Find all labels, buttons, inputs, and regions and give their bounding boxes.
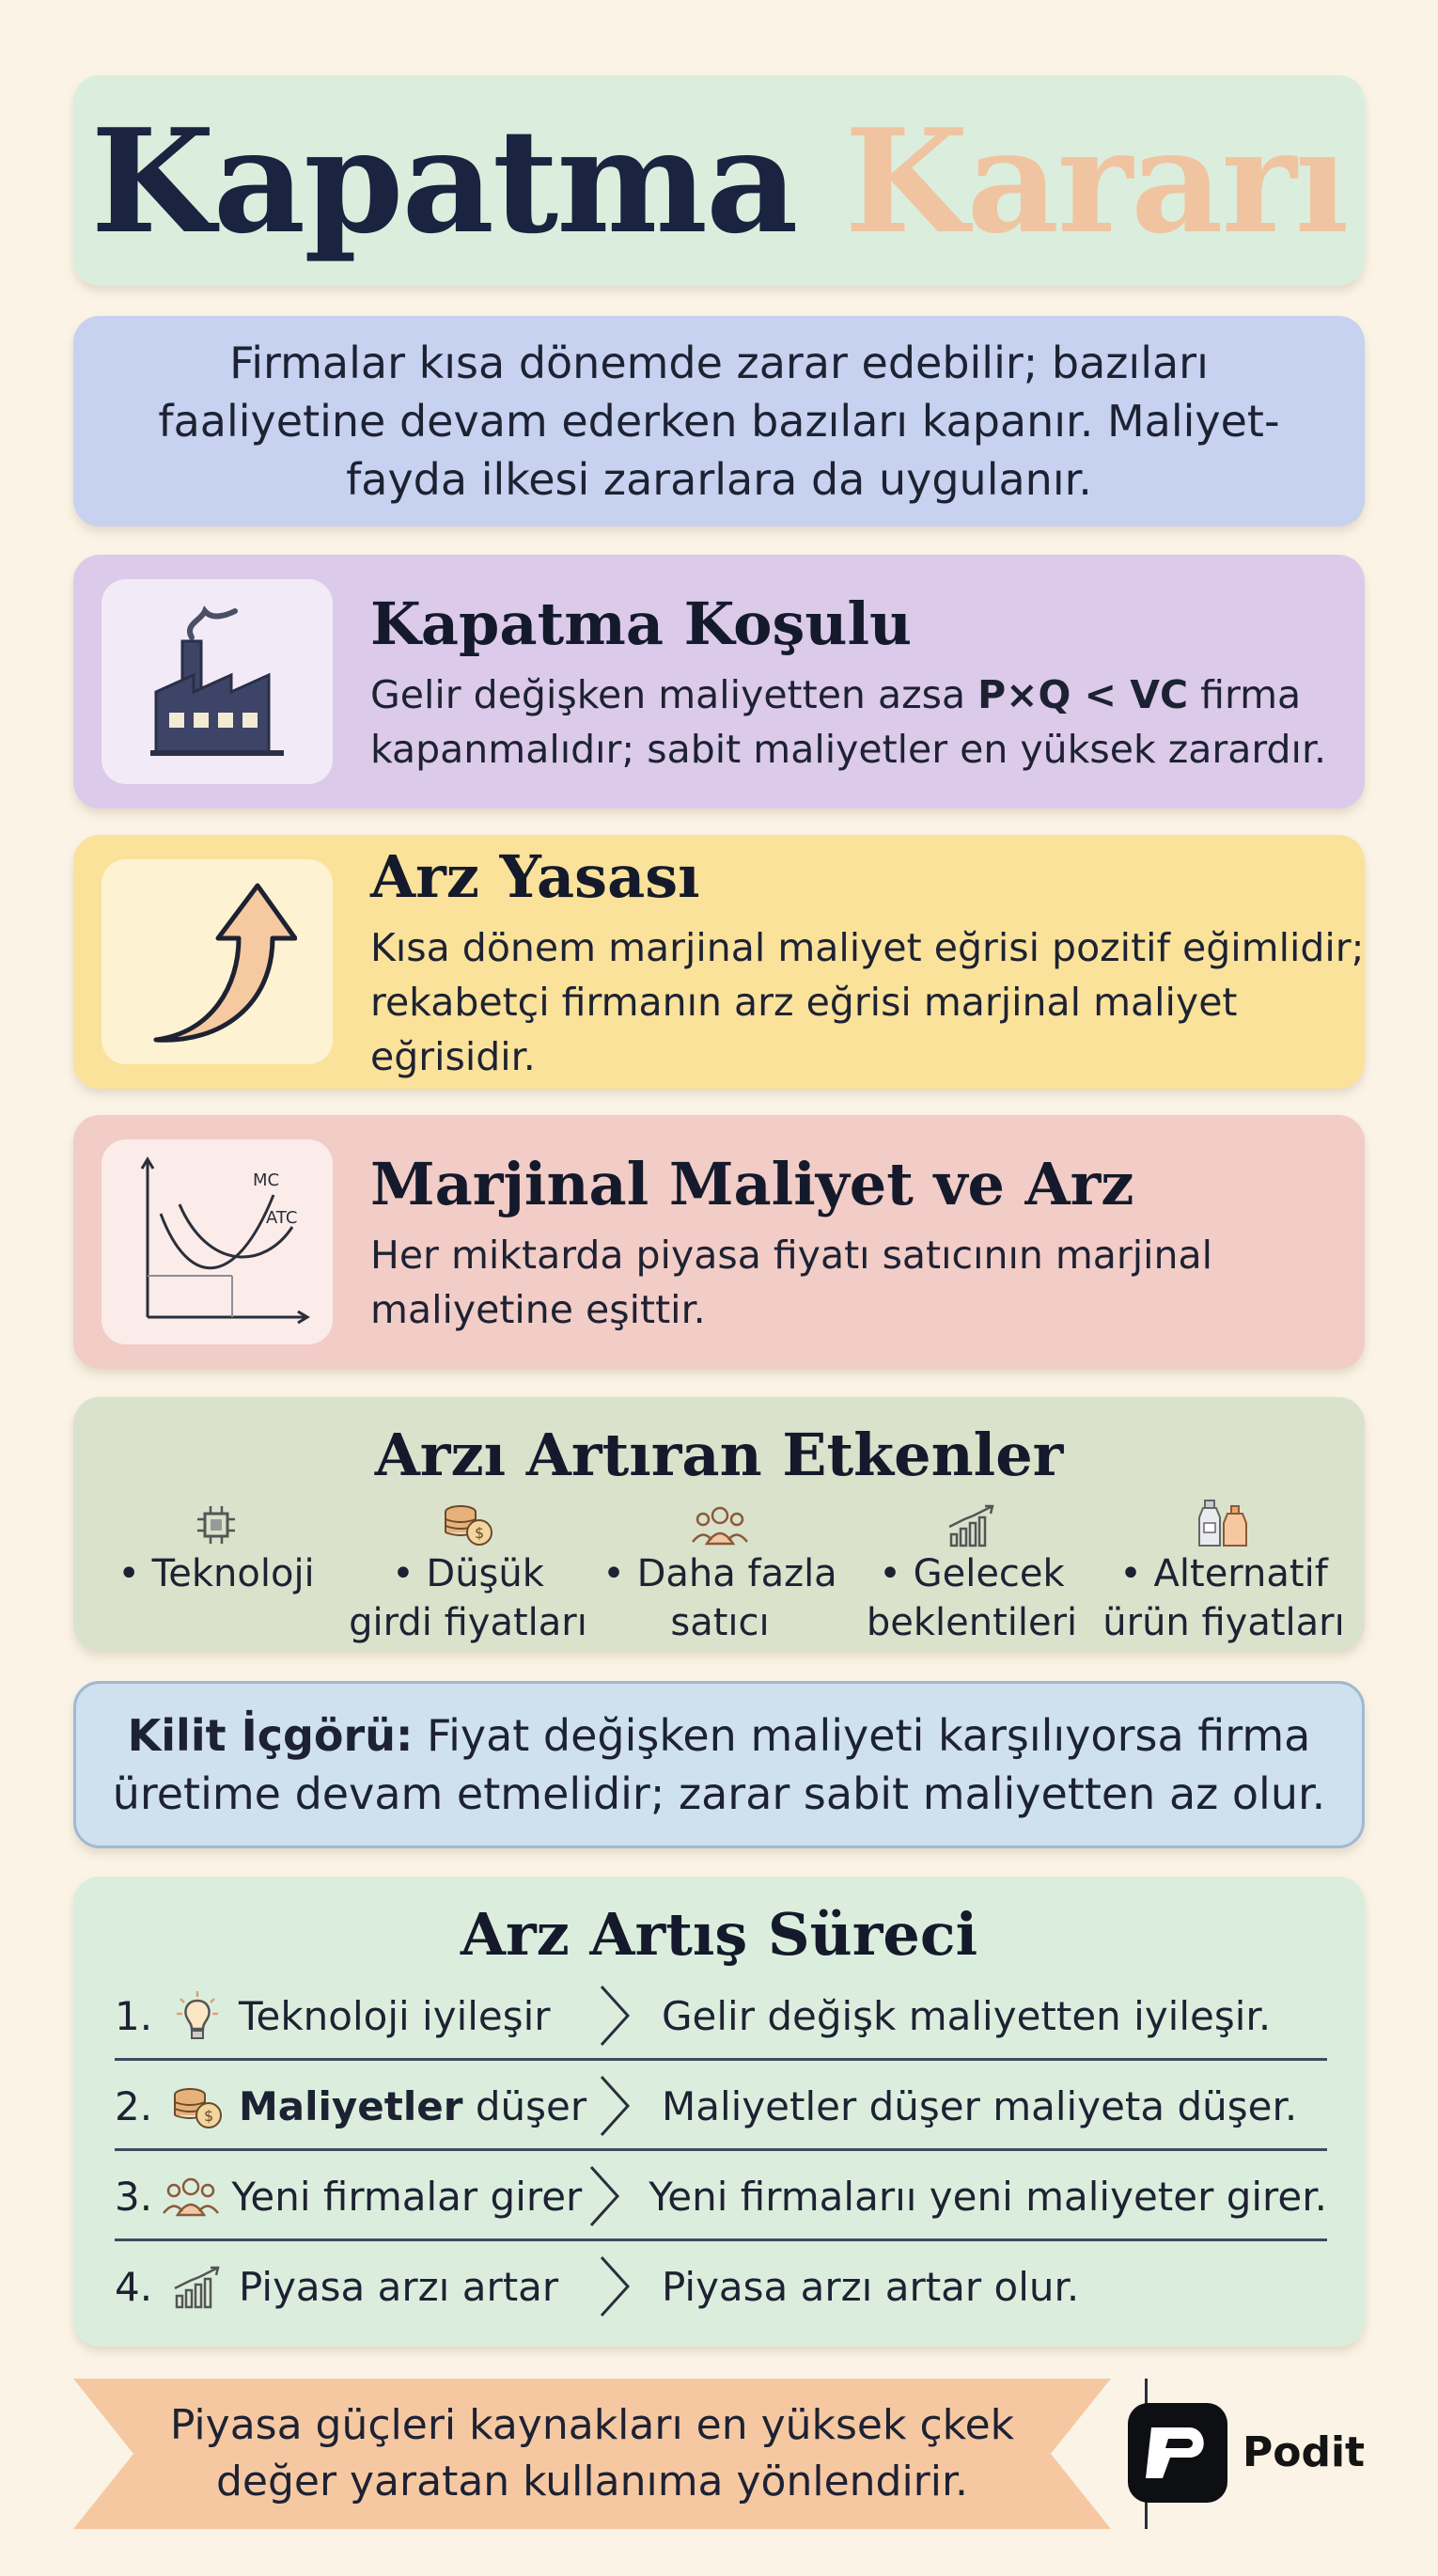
brand-name: Podit (1243, 2428, 1366, 2476)
svg-text:$: $ (475, 1524, 485, 1542)
coins-icon (167, 2076, 227, 2136)
footer-banner (73, 2379, 1111, 2529)
atc-curve-label: ATC (266, 1208, 298, 1228)
factor-label: • Teknoloji (117, 1552, 315, 1595)
chip-icon (94, 1491, 338, 1547)
factor-item (850, 1491, 1094, 1647)
step-label-text: düşer (462, 2082, 587, 2129)
process-step (115, 1971, 1327, 2061)
step-number: 3. (115, 2173, 153, 2220)
key-insight-label: Kilit İçgörü: (127, 1710, 414, 1761)
step-label (239, 2264, 586, 2310)
supply-process-card (73, 1877, 1365, 2347)
step-result: Gelir değişk maliyetten iyileşir. (662, 1992, 1272, 2039)
key-insight-text (104, 1706, 1334, 1823)
coins-icon (346, 1491, 590, 1547)
step-result: Piyasa arzı artar olur. (662, 2263, 1080, 2310)
shutdown-condition-title: Kapatma Koşulu (370, 589, 913, 658)
supply-law-card (73, 835, 1365, 1089)
factory-icon (102, 579, 333, 784)
chevron-right-icon (586, 2072, 643, 2140)
step-label-text: Teknoloji iyileşir (239, 1992, 551, 2039)
factor-item (94, 1491, 338, 1598)
supply-process-title: Arz Artış Süreci (460, 1900, 978, 1969)
factor-label: • Gelecek beklentileri (866, 1552, 1078, 1644)
svg-text:$: $ (204, 2107, 214, 2125)
marginal-cost-card (73, 1115, 1365, 1369)
factor-item (1102, 1491, 1346, 1647)
step-number: 1. (115, 1992, 153, 2039)
supply-factors-title: Arzı Artıran Etkenler (374, 1421, 1064, 1489)
title-part-2: Kararı (844, 96, 1348, 265)
podit-logo-icon (1128, 2403, 1227, 2503)
lightbulb-icon (167, 1986, 227, 2046)
factor-label: • Daha fazla satıcı (602, 1552, 837, 1644)
intro-text: Firmalar kısa dönemde zarar edebilir; bazıları faaliyetine devam ederken bazıları kapanır. Maliyet-fayda ilkesi zararlara da uygulanır. (158, 338, 1280, 505)
growth-chart-icon (850, 1491, 1094, 1547)
intro-card (73, 316, 1365, 526)
chevron-right-icon (586, 2253, 643, 2320)
supply-law-title: Arz Yasası (370, 842, 700, 911)
shutdown-text-before: Gelir değişken maliyetten azsa (370, 672, 978, 717)
step-result: Yeni firmalarıı yeni maliyeter girer. (649, 2173, 1327, 2220)
mc-curve-label: MC (253, 1170, 280, 1190)
supply-law-text: Kısa dönem marjinal maliyet eğrisi pozitif eğimlidir; rekabetçi firmanın arz eğrisi marjinal maliyet eğrisidir. (370, 925, 1365, 1079)
step-number: 2. (115, 2082, 153, 2129)
shutdown-condition-card (73, 555, 1365, 809)
key-insight-body: Fiyat değişken maliyeti karşılıyorsa firma üretime devam etmelidir; zarar sabit maliyetten az olur. (112, 1710, 1326, 1819)
footer-banner-text: Piyasa güçleri kaynakları en yüksek çkek değer yaratan kullanıma yönlendirir. (169, 2401, 1015, 2505)
process-step (115, 2241, 1327, 2332)
step-label-bold: Maliyetler (239, 2082, 463, 2129)
shutdown-condition-text (370, 668, 1365, 777)
chevron-right-icon (579, 2162, 630, 2230)
factor-label: • Düşük girdi fiyatları (349, 1552, 587, 1644)
growth-chart-icon (167, 2256, 227, 2317)
shutdown-formula: P×Q < VC (977, 672, 1189, 717)
key-insight-card (73, 1681, 1365, 1848)
title-part-1: Kapatma (90, 96, 797, 265)
chevron-right-icon (586, 1982, 643, 2050)
bottles-icon (1102, 1491, 1346, 1547)
people-icon (162, 2166, 220, 2226)
step-label-text: Yeni firmalar girer (231, 2173, 583, 2220)
process-step (115, 2151, 1327, 2241)
marginal-cost-body (370, 1147, 1216, 1337)
supply-law-body (370, 840, 1365, 1084)
factor-item (598, 1491, 842, 1647)
people-icon (598, 1491, 842, 1547)
shutdown-condition-body (370, 587, 1365, 777)
factor-label: • Alternatif ürün fiyatları (1102, 1552, 1345, 1644)
marginal-cost-text: Her miktarda piyasa fiyatı satıcının marjinal maliyetine eşittir. (370, 1233, 1213, 1332)
step-label-text: Piyasa arzı artar (239, 2263, 559, 2310)
up-arrow-icon (102, 859, 333, 1064)
supply-factors-card (73, 1397, 1365, 1651)
cost-curve-icon (102, 1139, 333, 1344)
step-label (231, 2173, 583, 2220)
process-step (115, 2061, 1327, 2151)
factor-item (346, 1491, 590, 1647)
step-number: 4. (115, 2263, 153, 2310)
page-title (91, 97, 1348, 265)
step-label (239, 1993, 586, 2039)
title-card (73, 75, 1365, 286)
step-label (239, 2083, 586, 2129)
step-result: Maliyetler düşer maliyeta düşer. (662, 2082, 1298, 2129)
shutdown-text-after: firma kapanmalıdır; sabit maliyetler en yüksek zarardır. (370, 672, 1327, 772)
marginal-cost-title: Marjinal Maliyet ve Arz (370, 1150, 1134, 1218)
